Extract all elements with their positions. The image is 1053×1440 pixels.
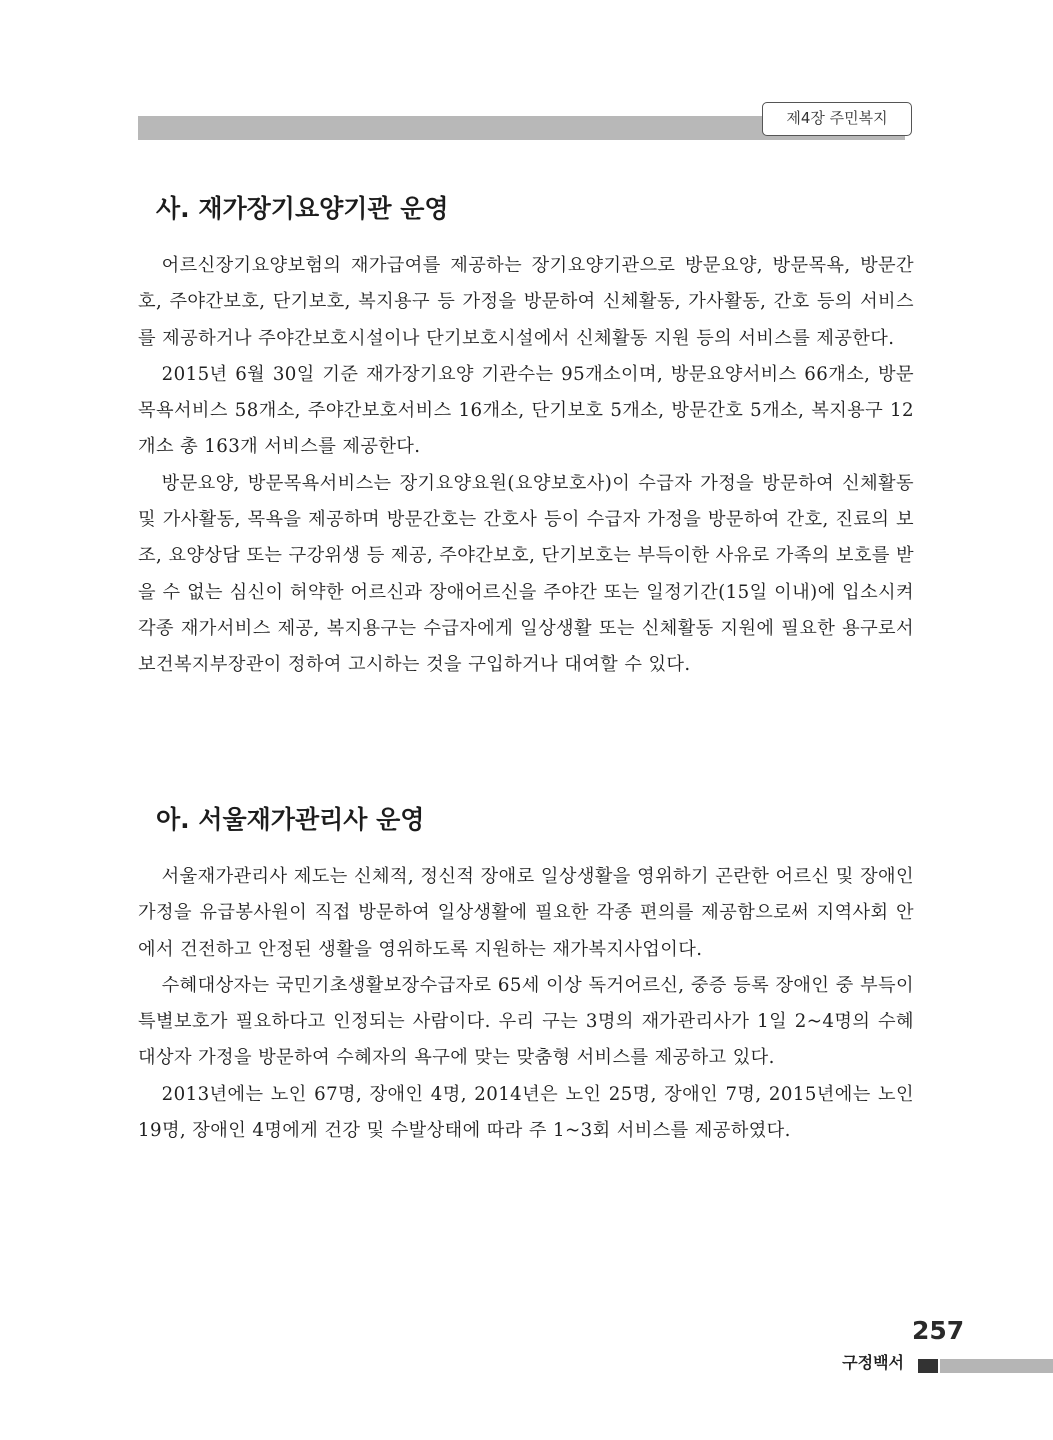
paragraph: 서울재가관리사 제도는 신체적, 정신적 장애로 일상생활을 영위하기 곤란한 어르신 및 장애인 가정을 유급봉사원이 직접 방문하여 일상생활에 필요한 각종 편의를 제공함으로써 지역사회 안에서 건전하고 안정된 생활을 영위하도록 지원하는 재가복지사업이다.	[138, 866, 914, 960]
paragraph: 2015년 6월 30일 기준 재가장기요양 기관수는 95개소이며, 방문요양서비스 66개소, 방문목욕서비스 58개소, 주야간보호서비스 16개소, 단기보호 5개소, 방문간호 5개소, 복지용구 12개소 총 163개 서비스를 제공한다.	[138, 363, 914, 458]
section-title-sa: 사. 재가장기요양기관 운영	[156, 194, 449, 223]
section-body-a	[138, 859, 914, 1149]
footer-bar	[940, 1359, 1053, 1373]
section-body-sa	[138, 248, 914, 684]
section-title-a: 아. 서울재가관리사 운영	[156, 805, 425, 834]
paragraph: 수혜대상자는 국민기초생활보장수급자로 65세 이상 독거어르신, 중증 등록 장애인 중 부득이 특별보호가 필요하다고 인정되는 사람이다. 우리 구는 3명의 재가관리사가 1일 2~4명의 수혜대상자 가정을 방문하여 수혜자의 욕구에 맞는 맞춤형 서비스를 제공하고 있다.	[138, 974, 914, 1069]
page-number: 257	[912, 1316, 965, 1345]
paragraph: 2013년에는 노인 67명, 장애인 4명, 2014년은 노인 25명, 장애인 7명, 2015년에는 노인 19명, 장애인 4명에게 건강 및 수발상태에 따라 주 1~3회 서비스를 제공하였다.	[138, 1083, 914, 1142]
paragraph: 어르신장기요양보험의 재가급여를 제공하는 장기요양기관으로 방문요양, 방문목욕, 방문간호, 주야간보호, 단기보호, 복지용구 등 가정을 방문하여 신체활동, 가사활동, 간호 등의 서비스를 제공하거나 주야간보호시설이나 단기보호시설에서 신체활동 지원 등의 서비스를 제공한다.	[138, 255, 914, 349]
footer-mark	[918, 1359, 938, 1373]
book-title: 구정백서	[842, 1353, 904, 1372]
chapter-tab: 제4장 주민복지	[762, 102, 912, 136]
paragraph: 방문요양, 방문목욕서비스는 장기요양요원(요양보호사)이 수급자 가정을 방문하여 신체활동 및 가사활동, 목욕을 제공하며 방문간호는 간호사 등이 수급자 가정을 방문하여 간호, 진료의 보조, 요양상담 또는 구강위생 등 제공, 주야간보호, 단기보호는 부득이한 사유로 가족의 보호를 받을 수 없는 심신이 허약한 어르신과 장애어르신을 주야간 또는 일정기간(15일 이내)에 입소시켜 각종 재가서비스 제공, 복지용구는 수급자에게 일상생활 또는 신체활동 지원에 필요한 용구로서 보건복지부장관이 정하여 고시하는 것을 구입하거나 대여할 수 있다.	[138, 472, 914, 676]
